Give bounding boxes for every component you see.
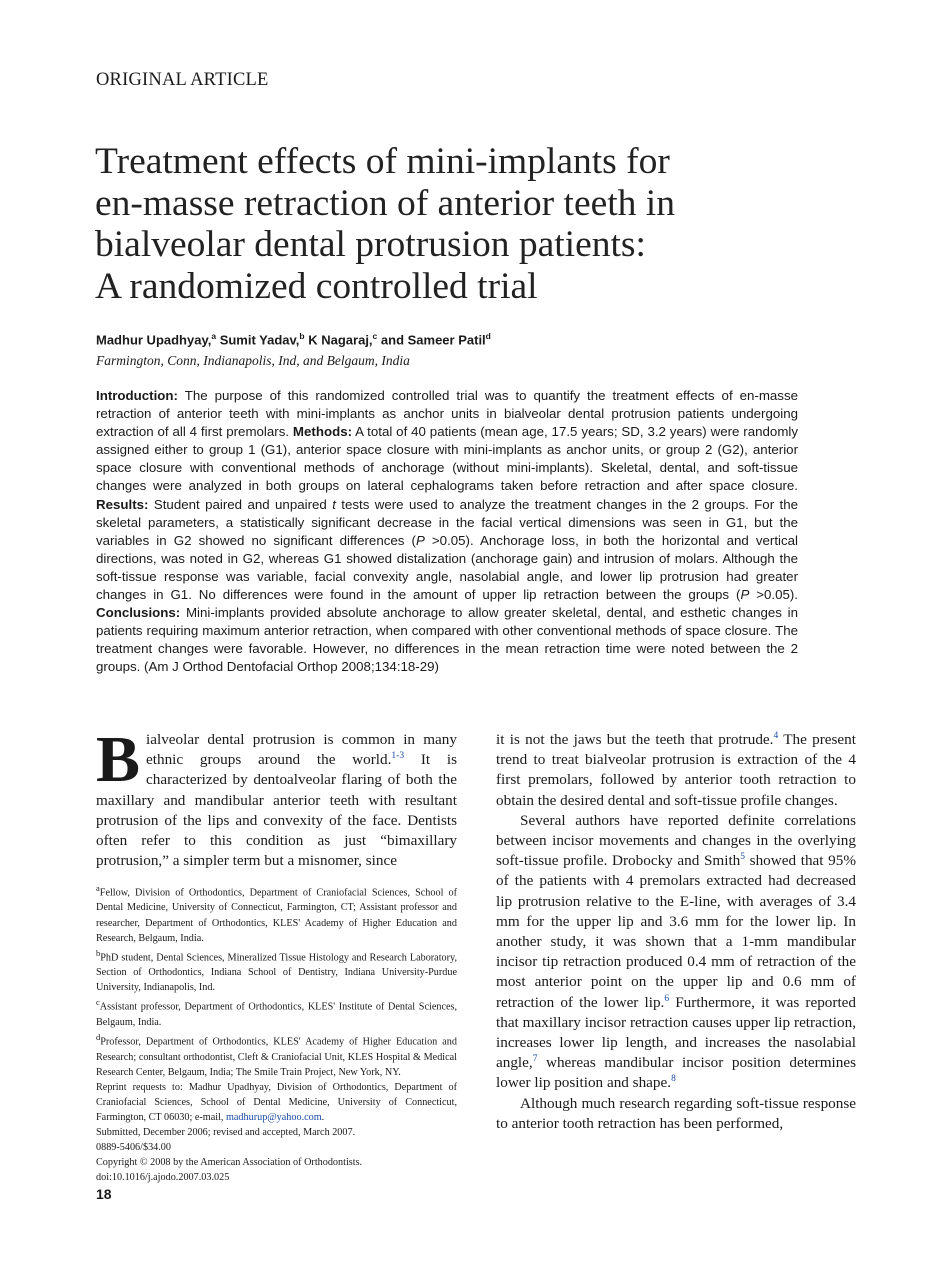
abstract-results: Student paired and unpaired <box>148 496 333 512</box>
footnote <box>96 881 457 946</box>
footnote-text: PhD student, Dental Sciences, Mineralized Tissue Histology and Research Laboratory, Section of Orthodontics, Indiana School of Dentistry, Indiana University-Purdue University, Indianapolis, Ind. <box>96 952 457 994</box>
author-affiliation-mark: b <box>299 331 305 341</box>
issn: 0889-5406/$34.00 <box>96 1142 171 1154</box>
body-text: It is characterized by dentoalveolar flaring of both the maxillary and mandibular anterior teeth with resultant protrusion of the lips and convexity of the face. Dentists often refer to this condition as just “bimaxillary protrusion,” a simpler term but a misnomer, since <box>96 751 457 870</box>
body-paragraph <box>496 811 856 1094</box>
title-line: Treatment effects of mini-implants for <box>95 141 670 182</box>
section-label: ORIGINAL ARTICLE <box>96 70 269 90</box>
title-line: en-masse retraction of anterior teeth in <box>95 182 675 224</box>
body-paragraph <box>496 730 856 811</box>
body-text: whereas mandibular incisor position determines lower lip position and shape. <box>496 1054 856 1092</box>
body-column-right <box>496 730 856 1134</box>
body-text: showed that 95% of the patients with 4 premolars extracted had decreased lip protrusion relative to the E-line, with averages of 3.4 mm for the upper lip and 3.6 mm for the lower lip. In another study, it was shown that a 1-mm mandibular incisor tip retraction produced 0.4 mm of retraction of the most anterior point on the upper lip and 0.6 mm of retraction of the lower lip. <box>496 852 856 1011</box>
author-list <box>96 331 491 347</box>
article-title <box>95 141 815 307</box>
footnote-text: Professor, Department of Orthodontics, KLES' Academy of Higher Education and Research; consultant orthodontist, Cleft & Craniofacial Unit, KLES Hospital & Medical Research Center, Belgaum, India; The Smile Train Project, New York, NY. <box>96 1036 457 1078</box>
author-name: and Sameer Patil <box>377 332 486 348</box>
footnote-mark: b <box>96 947 101 958</box>
abstract-results-t: t <box>332 496 336 512</box>
abstract-methods: A total of 40 patients (mean age, 17.5 years; SD, 3.2 years) were randomly assigned either to group 1 (G1), anterior space closure with mini-implants as anchor units, or group 2 (G2), anterior space closure with conventional methods of anchorage (without mini-implants). Skeletal, dental, and soft-tissue changes were analyzed in both groups on lateral cephalograms taken before retraction and after space closure. <box>96 424 798 494</box>
abstract-intro-label: Introduction: <box>96 388 178 403</box>
abstract-results: >0.05). Anchorage loss, in both the horizontal and vertical directions, was noted in G2, whereas G1 showed distalization (anchorage gain) and intrusion of molars. Although the soft-tissue response was variable, facial convexity angle, nasolabial angle, and lower lip protrusion had greater changes in G1. No differences were found in the amount of upper lip retraction between the groups ( <box>96 532 798 603</box>
abstract-results: tests were used to analyze the treatment changes in the 2 groups. For the skeletal parameters, a statistically significant decrease in the facial vertical dimensions was seen in G1, but the variables in G2 showed no significant differences ( <box>96 496 798 548</box>
footnote <box>96 1030 457 1080</box>
body-text: ialveolar dental protrusion is common in many ethnic groups around the world. <box>146 731 457 769</box>
footnotes <box>96 881 457 1185</box>
abstract <box>96 387 798 677</box>
abstract-results-label: Results: <box>96 496 149 512</box>
abstract-results: >0.05). <box>749 587 798 603</box>
submission-dates: Submitted, December 2006; revised and accepted, March 2007. <box>96 1126 356 1138</box>
title-line: A randomized controlled trial <box>95 265 538 307</box>
drop-cap: B <box>96 723 141 796</box>
footnote-text: Fellow, Division of Orthodontics, Department of Craniofacial Sciences, School of Dental Medicine, University of Connecticut, Farmington, CT; Assistant professor and researcher, Department of Orthodontics, KLES' Academy of Higher Education and Research, Belgaum, India. <box>96 887 457 944</box>
footnote-mark: c <box>96 997 100 1008</box>
citation-link[interactable]: 1-3 <box>391 751 405 762</box>
abstract-conclusions-label: Conclusions: <box>96 605 181 621</box>
author-affiliation-mark: c <box>372 331 378 341</box>
copyright: Copyright © 2008 by the American Association of Orthodontists. <box>96 1157 363 1169</box>
footnote <box>96 946 457 996</box>
body-text: it is not the jaws but the teeth that protrude. <box>496 731 774 748</box>
footnote <box>96 995 457 1030</box>
doi: doi:10.1016/j.ajodo.2007.03.025 <box>96 1172 230 1184</box>
abstract-p-value: P <box>415 532 425 548</box>
citation-link[interactable]: 6 <box>664 993 670 1004</box>
author-name: K Nagaraj, <box>304 332 373 348</box>
footnote-text: Assistant professor, Department of Orthodontics, KLES' Institute of Dental Sciences, Belgaum, India. <box>96 1001 457 1028</box>
page-number: 18 <box>96 1186 112 1202</box>
citation-link[interactable]: 4 <box>773 730 779 741</box>
body-text: The present trend to treat bialveolar protrusion is extraction of the 4 first premolars, followed by anterior tooth retraction to obtain the desired dental and soft-tissue profile changes. <box>496 731 856 809</box>
title-line: bialveolar dental protrusion patients: <box>95 224 646 265</box>
email-link[interactable]: madhurup@yahoo.com <box>225 1111 322 1123</box>
author-name: Sumit Yadav, <box>216 332 300 348</box>
citation-link[interactable]: 8 <box>671 1074 676 1085</box>
reprint-text: . <box>321 1111 325 1123</box>
citation-link[interactable]: 5 <box>740 852 746 863</box>
abstract-conclusions: Mini-implants provided absolute anchorage to allow greater skeletal, dental, and esthetic changes in patients requiring maximum anterior retraction, when compared with other conventional methods of space closure. The treatment changes were favorable. However, no differences in the mean retraction time were noted between the 2 groups. (Am J Orthod Dentofacial Orthop 2008;134:18-29) <box>96 605 798 675</box>
abstract-methods-label: Methods: <box>292 424 353 440</box>
body-paragraph: Although much research regarding soft-tissue response to anterior tooth retraction has been performed, <box>496 1094 856 1132</box>
footnote-mark: d <box>96 1032 101 1043</box>
abstract-p-value: P <box>740 587 750 603</box>
author-affiliation: Farmington, Conn, Indianapolis, Ind, and Belgaum, India <box>96 353 410 368</box>
body-text: Furthermore, it was reported that maxillary incisor retraction causes upper lip retraction, increases lower lip length, and increases the nasolabial angle, <box>496 993 856 1072</box>
abstract-intro: The purpose of this randomized controlled trial was to quantify the treatment effects of en-masse retraction of anterior teeth with mini-implants as anchor units in bialveolar dental protrusion patients undergoing extraction of all 4 first premolars. <box>96 388 798 440</box>
author-affiliation-mark: d <box>485 331 491 341</box>
author-name: Madhur Upadhyay, <box>96 332 212 348</box>
citation-link[interactable]: 7 <box>532 1054 538 1065</box>
reprint-text: Reprint requests to: Madhur Upadhyay, Division of Orthodontics, Department of Craniofacial Sciences, School of Dental Medicine, University of Connecticut, Farmington, CT 06030; e-mail, <box>96 1081 457 1123</box>
author-affiliation-mark: a <box>211 331 217 341</box>
reprint-requests <box>96 1080 457 1125</box>
body-column-left <box>96 723 457 871</box>
body-text: Several authors have reported definite correlations between incisor movements and changes in the overlying soft-tissue profile. Drobocky and Smith <box>496 811 856 870</box>
footnote-mark: a <box>96 883 100 893</box>
